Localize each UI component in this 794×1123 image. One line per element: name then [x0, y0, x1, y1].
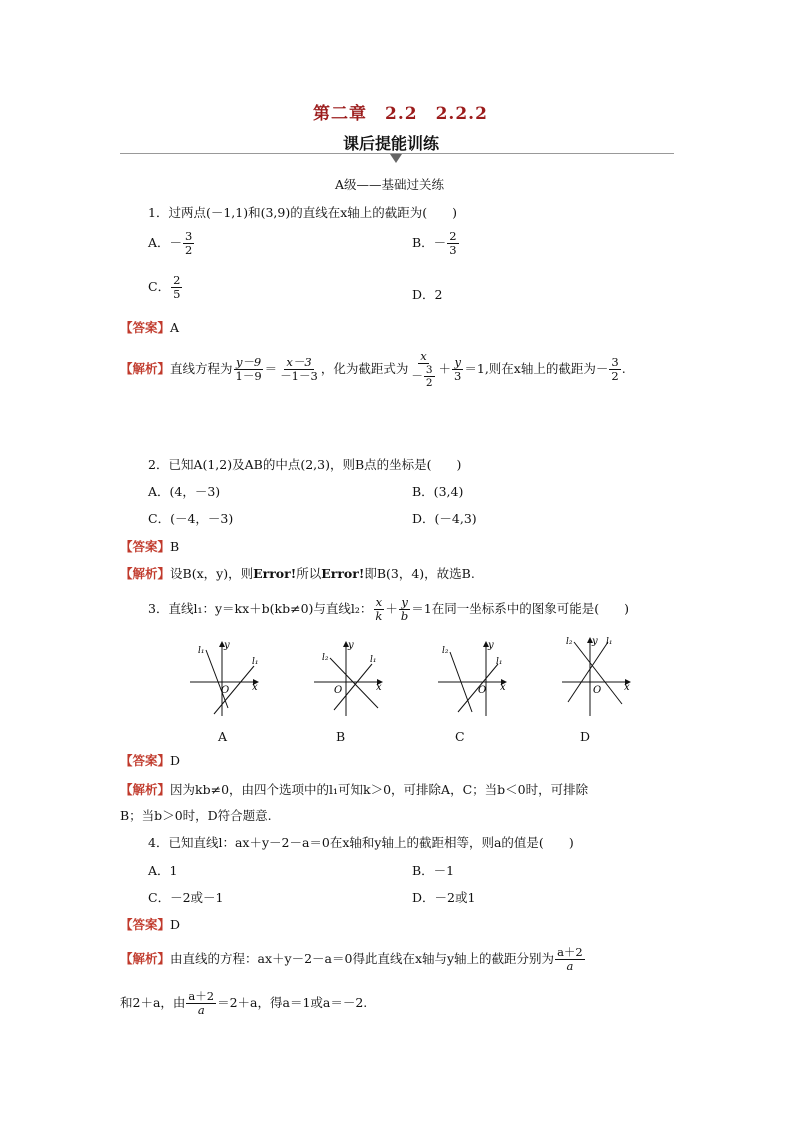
- q2-option-d: D．(－4,3): [412, 511, 477, 526]
- q2-error-1: Error!: [253, 566, 297, 581]
- numerator: y－9: [235, 355, 262, 369]
- q4-option-a: A．1: [148, 863, 178, 878]
- q3-stem-frac-2: [399, 596, 410, 623]
- analysis-tag: 【解析】: [120, 361, 171, 376]
- q3-solution-line-2: B；当b＞0时，D符合题意.: [120, 808, 272, 823]
- q2-option-b: B．(3,4): [412, 484, 464, 499]
- denominator: b: [400, 609, 409, 623]
- q4-sol-text-3: ＝2＋a，得a＝1或a＝－2.: [217, 995, 368, 1010]
- q3-graph-b-label: B: [336, 729, 346, 744]
- q1-sol-text-3: ＝1,则在x轴上的截距为－: [464, 361, 609, 376]
- q3-graph-c: [436, 636, 516, 720]
- q1-sol-frac-3: [409, 350, 437, 389]
- numerator: x－3: [286, 355, 312, 369]
- q4-sol-text-2: 和2＋a，由: [120, 995, 186, 1010]
- q1-option-c-prefix: C．: [148, 279, 171, 294]
- numerator: 3: [185, 229, 193, 243]
- denominator: k: [375, 609, 383, 623]
- line-label-1: l₂: [322, 653, 329, 663]
- q4-answer: [120, 917, 180, 933]
- line-label-2: l₁: [252, 657, 259, 667]
- q4-sol-text-1: 由直线的方程：ax＋y－2－a＝0得此直线在x轴与y轴上的截距分别为: [170, 951, 555, 966]
- answer-tag: 【答案】: [120, 753, 171, 768]
- q1-sol-equals: ＝: [264, 361, 278, 376]
- q1-sol-end: .: [621, 361, 626, 376]
- q2-stem: 2．已知A(1,2)及AB的中点(2,3)，则B点的坐标是( ): [148, 457, 462, 472]
- denominator: a: [197, 1003, 205, 1017]
- q1-sol-text-1: 直线方程为: [170, 361, 233, 376]
- q2-option-a: A．(4，－3): [148, 484, 221, 499]
- q1-sol-frac-2: [278, 356, 320, 383]
- denominator: 2: [185, 243, 193, 257]
- analysis-tag: 【解析】: [120, 566, 171, 581]
- minus-sign: －: [411, 369, 423, 383]
- answer-tag: 【答案】: [120, 539, 171, 554]
- section-title: A级——基础过关练: [335, 177, 445, 192]
- q1-stem: 1．过两点(－1,1)和(3,9)的直线在x轴上的截距为( ): [148, 205, 458, 220]
- x-axis-label: x: [500, 682, 506, 693]
- line-label-2: l₁: [370, 655, 377, 665]
- q1-option-a: [148, 230, 195, 257]
- q3-stem-text-1: 3．直线l₁：y＝kx＋b(kb≠0)与直线l₂：: [148, 601, 373, 616]
- q4-option-d: D．－2或1: [412, 890, 476, 905]
- q3-sol-text-1: 因为kb≠0，由四个选项中的l₁可知k＞0，可排除A，C；当b＜0时，可排除: [170, 782, 589, 797]
- q4-sol-frac-1: [555, 946, 585, 973]
- line-label-2: l₁: [606, 637, 613, 647]
- q4-option-c: C．－2或－1: [148, 890, 224, 905]
- denominator: 3: [454, 369, 462, 383]
- y-axis-label: y: [348, 640, 354, 651]
- q3-solution-line-1: [120, 782, 588, 798]
- q2-sol-text-2: 所以: [296, 566, 322, 581]
- q1-sol-frac-1: [234, 356, 264, 383]
- q2-error-2: Error!: [321, 566, 365, 581]
- q2-sol-text-3: 即B(3，4)，故选B.: [364, 566, 475, 581]
- q1-option-b-fraction: [447, 230, 458, 257]
- q1-answer: [120, 320, 179, 336]
- line-label-1: l₂: [442, 646, 449, 656]
- q4-option-b: B．－1: [412, 863, 455, 878]
- q2-solution: [120, 566, 475, 582]
- q1-option-b: [412, 230, 460, 257]
- denominator: 2: [425, 377, 433, 389]
- answer-tag: 【答案】: [120, 320, 171, 335]
- q1-option-c: [148, 274, 183, 301]
- q3-graph-d-label: D: [580, 729, 591, 744]
- denominator: a: [566, 959, 574, 973]
- q3-stem: [148, 596, 629, 623]
- analysis-tag: 【解析】: [120, 782, 171, 797]
- line-l2: [568, 642, 608, 702]
- line-label-1: l₂: [566, 637, 573, 647]
- q3-stem-text-2: ＝1在同一坐标系中的图象可能是( ): [411, 601, 629, 616]
- origin-label: O: [334, 685, 343, 696]
- q3-answer-value: D: [170, 753, 181, 768]
- x-axis-label: x: [252, 682, 258, 693]
- q3-stem-frac-1: [373, 596, 384, 623]
- q3-graph-b: [312, 636, 392, 720]
- numerator: y: [401, 595, 408, 609]
- q4-stem: 4．已知直线l：ax＋y－2－a＝0在x轴和y轴上的截距相等，则a的值是( ): [148, 835, 574, 850]
- numerator: 2: [449, 229, 457, 243]
- denominator: －1－3: [280, 369, 318, 383]
- q2-sol-text-1: 设B(x，y)，则: [170, 566, 254, 581]
- q4-answer-value: D: [170, 917, 181, 932]
- numerator: 2: [173, 273, 181, 287]
- q4-solution-line-1: [120, 946, 586, 973]
- q3-graph-d: [560, 632, 640, 720]
- answer-tag: 【答案】: [120, 917, 171, 932]
- analysis-tag: 【解析】: [120, 951, 171, 966]
- numerator: y: [454, 355, 461, 369]
- q3-graph-a-label: A: [218, 729, 228, 744]
- q1-option-a-prefix: A．－: [148, 235, 183, 250]
- q1-sol-text-2: ，化为截距式为: [320, 361, 409, 376]
- x-axis-label: x: [376, 682, 382, 693]
- line-l2: [214, 666, 254, 714]
- triangle-marker-icon: [390, 154, 402, 163]
- x-axis-label: x: [624, 682, 630, 693]
- q1-option-d: D．2: [412, 287, 443, 302]
- y-axis-label: y: [592, 636, 598, 647]
- line-l1: [206, 650, 228, 708]
- origin-label: O: [478, 685, 487, 696]
- denominator: 1－9: [235, 369, 262, 383]
- q3-answer: [120, 753, 180, 769]
- numerator: x: [420, 349, 427, 363]
- q1-answer-value: A: [170, 320, 180, 335]
- q1-option-c-fraction: [171, 274, 182, 301]
- q2-option-c: C．(－4，－3): [148, 511, 234, 526]
- denominator: [409, 364, 437, 389]
- q2-answer-value: B: [170, 539, 180, 554]
- numerator: 3: [425, 364, 433, 376]
- q3-graph-c-label: C: [455, 729, 465, 744]
- q1-solution: [120, 350, 626, 389]
- denominator: 3: [449, 243, 457, 257]
- origin-label: O: [593, 685, 602, 696]
- q1-sol-frac-4: [452, 356, 463, 383]
- q3-graph-a: [188, 636, 268, 720]
- chapter-title: 第二章 2.2 2.2.2: [313, 104, 488, 124]
- line-label-2: l₁: [496, 657, 503, 667]
- denominator: 2: [611, 369, 619, 383]
- nested-fraction: [424, 364, 435, 389]
- numerator: x: [375, 595, 383, 609]
- numerator: 3: [611, 355, 619, 369]
- q3-stem-plus: ＋: [385, 601, 398, 616]
- q2-answer: [120, 539, 179, 555]
- origin-label: O: [221, 685, 230, 696]
- denominator: 5: [173, 287, 181, 301]
- line-label-1: l₁: [198, 646, 205, 656]
- q4-solution-line-2: [120, 990, 367, 1017]
- q1-option-a-fraction: [183, 230, 194, 257]
- q4-sol-frac-2: [186, 990, 216, 1017]
- numerator: a＋2: [188, 989, 215, 1003]
- numerator: a＋2: [557, 945, 583, 959]
- q1-option-b-prefix: B．－: [412, 235, 447, 250]
- q1-sol-frac-5: [609, 356, 620, 383]
- y-axis-label: y: [488, 640, 494, 651]
- y-axis-label: y: [224, 640, 230, 651]
- page-subtitle: 课后提能训练: [343, 134, 440, 153]
- q1-sol-plus: ＋: [438, 361, 452, 376]
